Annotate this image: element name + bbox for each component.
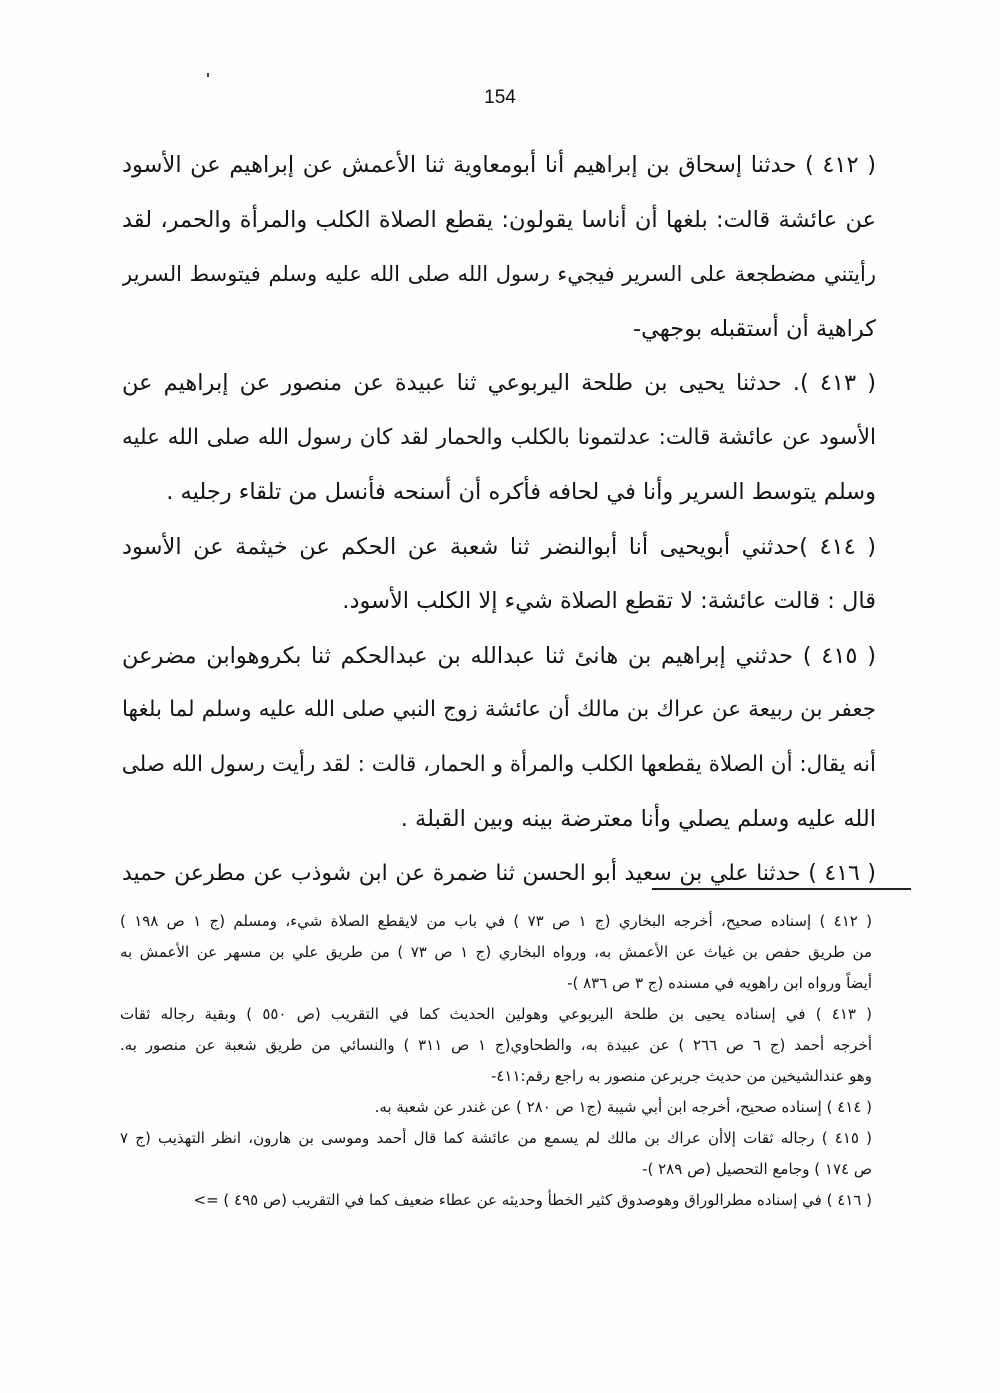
text-line: ( ٤١٤ )حدثني أبويحيى أنا أبوالنضر ثنا شعبة عن الحكم عن خيثمة عن الأسود	[122, 533, 876, 560]
footnote-divider	[652, 888, 911, 890]
text-line: ( ٤١٥ ) حدثني إبراهيم بن هانئ ثنا عبدالله بن عبدالحكم ثنا بكروهوابن مضرعن	[122, 642, 876, 669]
page-number: 154	[484, 87, 516, 108]
footnote-line: ( ٤١٢ ) إسناده صحيح، أخرجه البخاري (ج ١ ص ٧٣ ) في باب من لايقطع الصلاة شيء، ومسلم (ج ١ ص ١٩٨ )	[120, 912, 872, 930]
footnote-line: أخرجه أحمد (ج ٦ ص ٢٦٦ ) عن عبيدة به، والطحاوي(ج ١ ص ٣١١ ) والنسائي من طريق شعبة عن منصور به.	[120, 1036, 872, 1054]
text-line: ( ٤١٢ ) حدثنا إسحاق بن إبراهيم أنا أبومعاوية ثنا الأعمش عن إبراهيم عن الأسود	[122, 152, 876, 178]
text-line: رأيتني مضطجعة على السرير فيجيء رسول الله صلى الله عليه وسلم فيتوسط السرير	[122, 262, 876, 286]
footnote-line: ( ٤١٣ ) في إسناده يحيى بن طلحة اليربوعي وهولين الحديث كما في التقريب (ص ٥٥٠ ) وبقية رجاله ثقات	[120, 1005, 872, 1023]
footnote-line: ( ٤١٦ ) في إسناده مطرالوراق وهوصدوق كثير الخطأ وحديثه عن عطاء ضعيف كما في التقريب (ص ٤٩٥ ) =>	[193, 1191, 872, 1209]
text-line: كراهية أن أستقبله بوجهي-	[633, 315, 876, 342]
text-line: الأسود عن عائشة قالت: عدلتمونا بالكلب والحمار لقد كان رسول الله صلى الله عليه	[122, 424, 876, 450]
text-line: أنه يقال: أن الصلاة يقطعها الكلب والمرأة و الحمار، قالت : لقد رأيت رسول الله صلى	[122, 751, 876, 777]
text-line: وسلم يتوسط السرير وأنا في لحافه فأكره أن أسنحه فأنسل من تلقاء رجليه .	[166, 479, 876, 505]
text-line: الله عليه وسلم يصلي وأنا معترضة بينه وبين القبلة .	[400, 806, 876, 832]
ink-speck	[207, 73, 209, 77]
footnote-line: من طريق حفص بن غياث عن الأعمش به، ورواه البخاري (ج ١ ص ٧٣ ) من طريق علي بن مسهر عن الأعمش به	[120, 943, 872, 961]
text-line: ( ٤١٦ ) حدثنا علي بن سعيد أبو الحسن ثنا ضمرة عن ابن شوذب عن مطرعن حميد	[122, 860, 876, 886]
text-line: ( ٤١٣ ). حدثنا يحيى بن طلحة اليربوعي ثنا عبيدة عن منصور عن إبراهيم عن	[122, 370, 876, 396]
text-line: عن عائشة قالت: بلغها أن أناسا يقولون: يقطع الصلاة الكلب والمرأة والحمر، لقد	[122, 206, 876, 233]
text-line: جعفر بن ربيعة عن عراك بن مالك أن عائشة زوج النبي صلى الله عليه وسلم لما بلغها	[122, 697, 876, 722]
footnotes	[120, 906, 872, 1216]
footnote-line: ( ٤١٥ ) رجاله ثقات إلاأن عراك بن مالك لم يسمع من عائشة كما قال أحمد وموسى بن هارون، انظر التهذيب (ج ٧	[120, 1129, 872, 1147]
footnote-line: ص ١٧٤ ) وجامع التحصيل (ص ٢٨٩ )-	[642, 1160, 872, 1178]
hadith-text	[122, 138, 876, 901]
footnote-line: ( ٤١٤ ) إسناده صحيح، أخرجه ابن أبي شيبة (ج١ ص ٢٨٠ ) عن غندر عن شعبة به.	[374, 1098, 872, 1116]
footnote-line: أيضاً ورواه ابن راهويه في مسنده (ج ٣ ص ٨٣٦ )-	[567, 974, 872, 992]
footnote-line: وهو عندالشيخين من حديث جريرعن منصور به راجع رقم:٤١١-	[490, 1067, 872, 1085]
text-line: قال : قالت عائشة: لا تقطع الصلاة شيء إلا الكلب الأسود.	[342, 588, 876, 614]
